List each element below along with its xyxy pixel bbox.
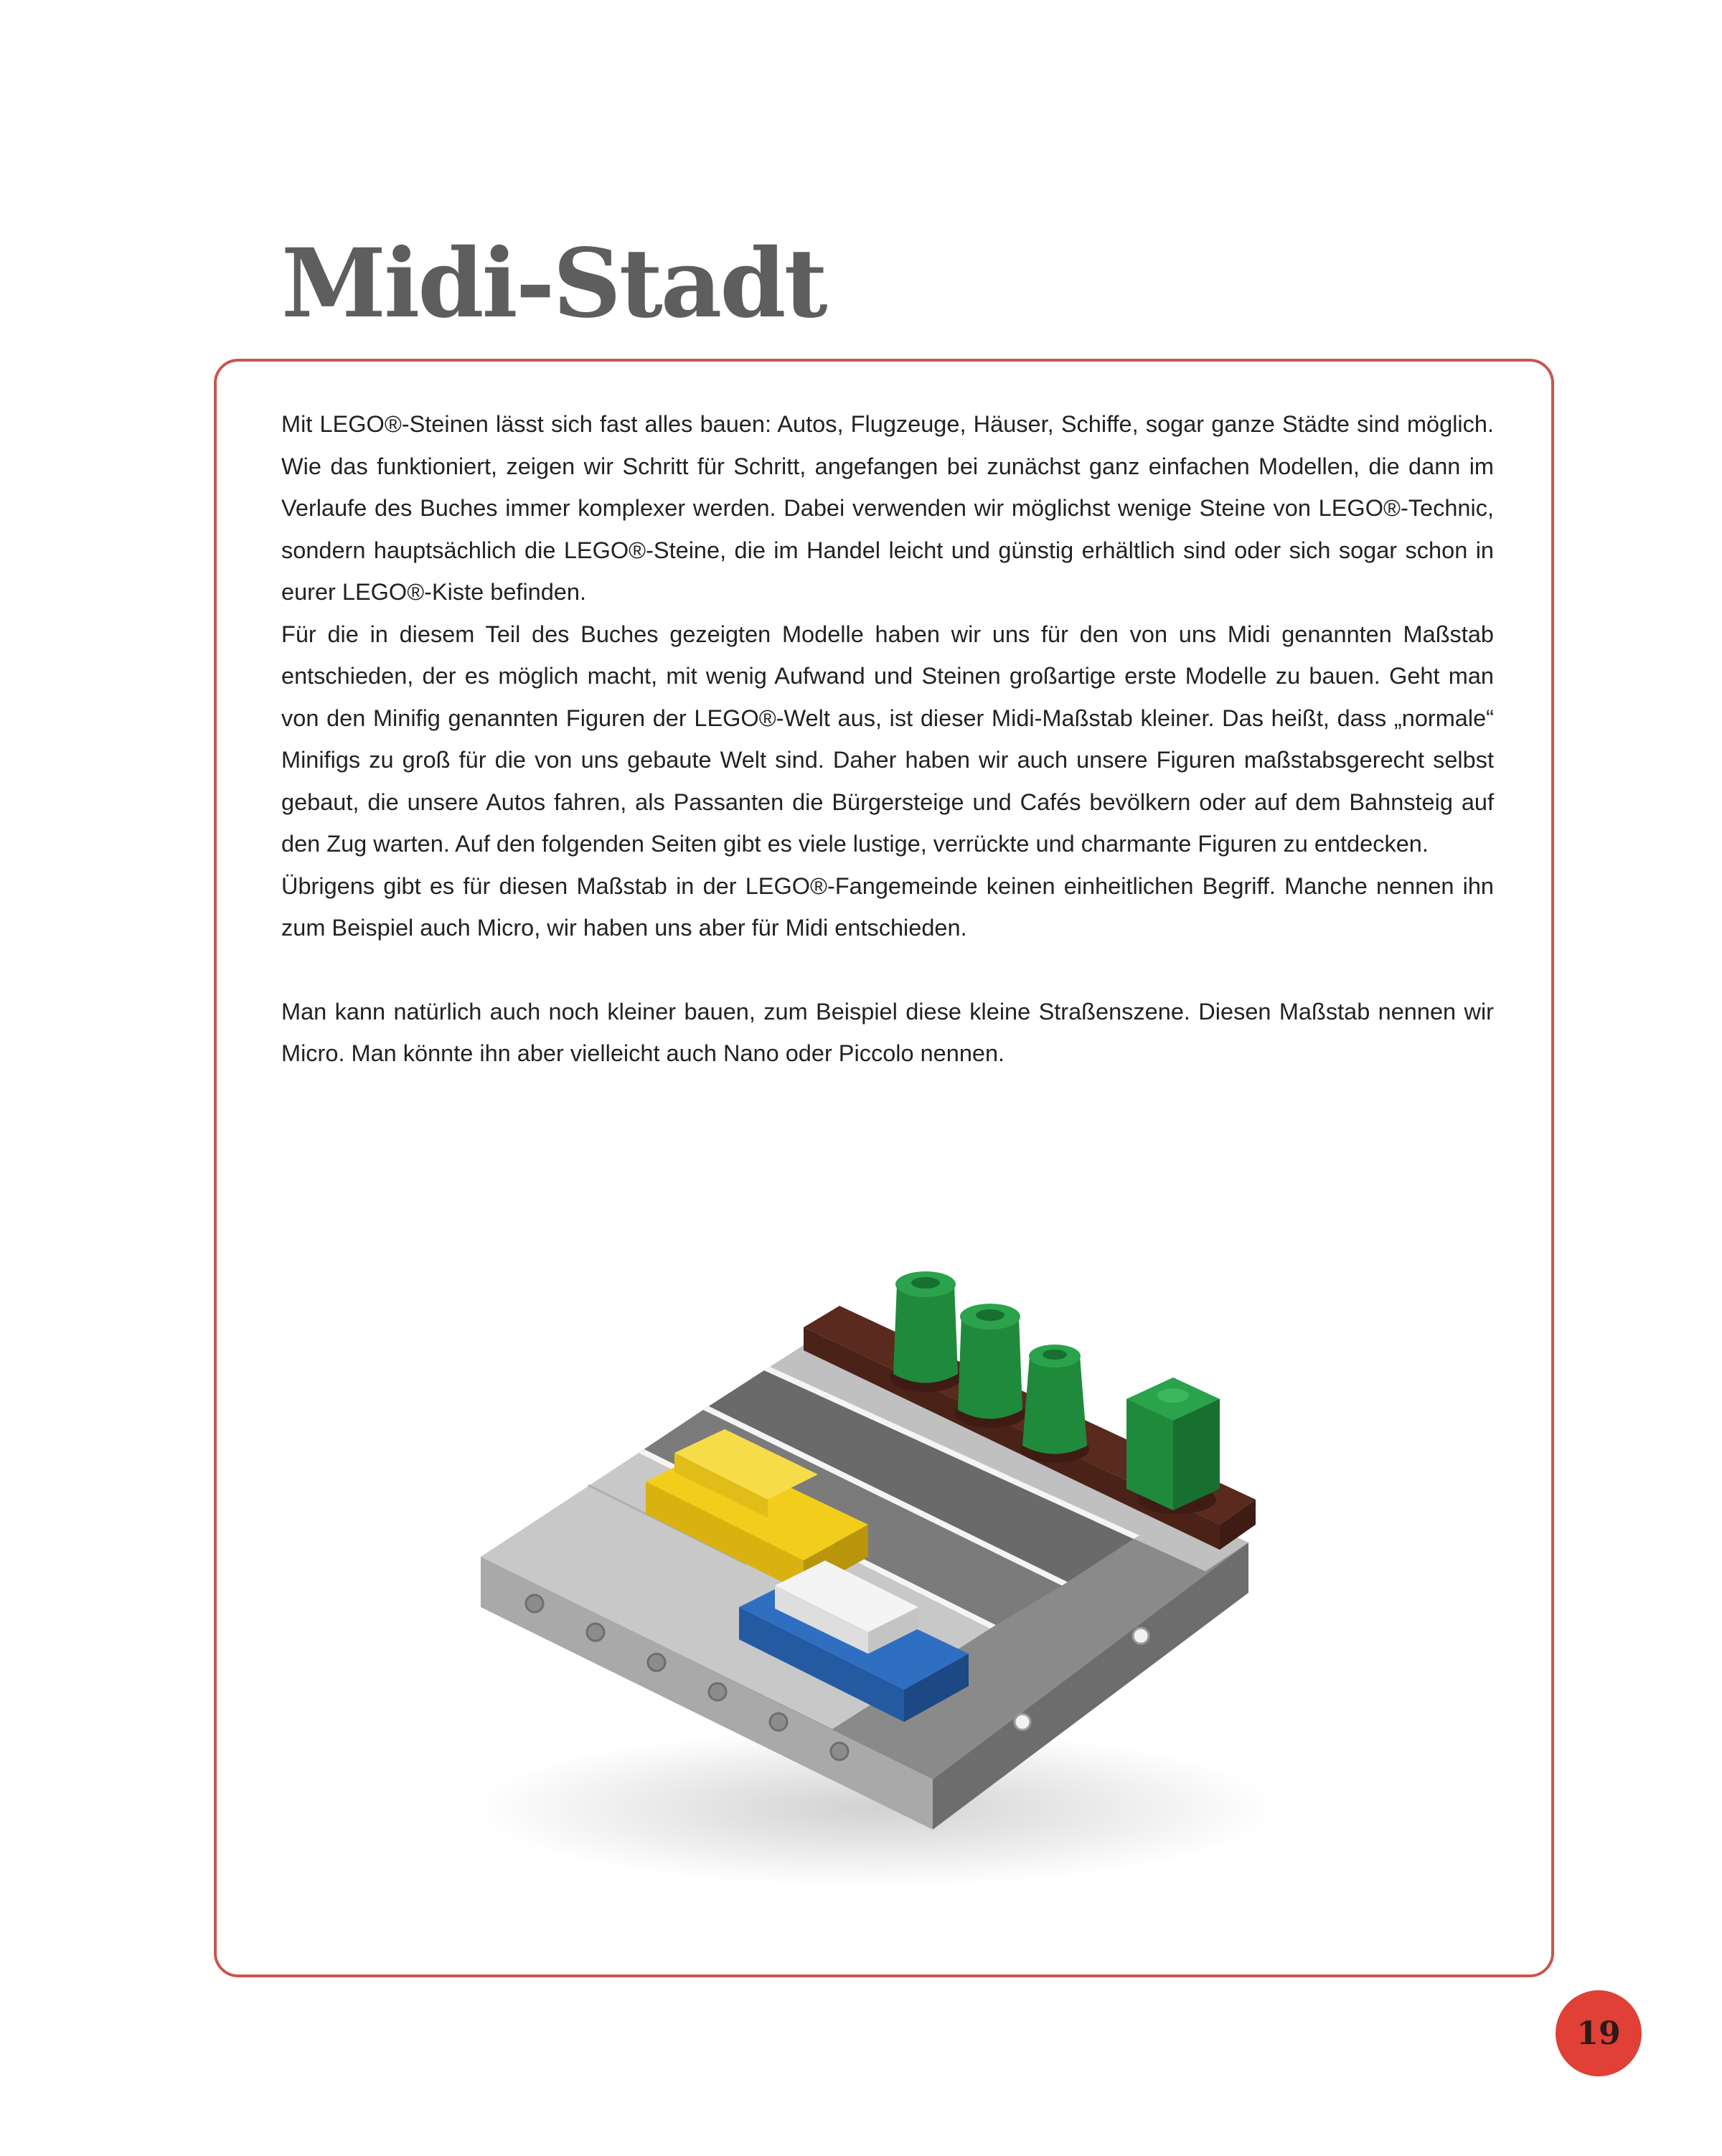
paragraph-terminology: Übrigens gibt es für diesen Maßstab in der LEGO®-Fangemeinde keinen einheitlichen Begriff. Manche nennen ihn zum Beispiel auch Micro, wir haben uns aber für Midi entschieden. xyxy=(281,872,1494,941)
paragraph-micro-scale: Man kann natürlich auch noch kleiner bauen, zum Beispiel diese kleine Straßenszene. Diesen Maßstab nennen wir Micro. Man könnte ihn aber vielleicht auch Nano oder Piccolo nennen. xyxy=(281,998,1494,1066)
tree-cone xyxy=(954,1304,1026,1428)
tree-cone xyxy=(1020,1345,1089,1463)
body-text xyxy=(281,403,1494,1075)
street-scene-photo xyxy=(373,1162,1378,1923)
paragraph-intro: Mit LEGO®-Steinen lässt sich fast alles bauen: Autos, Flugzeuge, Häuser, Schiffe, sogar ganze Städte sind möglich. Wie das funktioniert, zeigen wir Schritt für Schritt, angefangen bei zunächst ganz einfachen Modellen, die dann im Verlaufe des Buches immer komplexer werden. Dabei verwenden wir möglichst wenige Steine von LEGO®-Technic, sondern hauptsächlich die LEGO®-Steine, die im Handel leicht und günstig erhältlich sind oder sich sogar schon in eurer LEGO®-Kiste befinden. xyxy=(281,411,1494,605)
tree-cone xyxy=(890,1271,961,1392)
page-number-badge: 19 xyxy=(1556,1990,1642,2076)
page-title: Midi-Stadt xyxy=(281,228,826,339)
paragraph-midi-scale: Für die in diesem Teil des Buches gezeigten Modelle haben wir uns für den von uns Midi genannten Maßstab entschieden, der es möglich macht, mit wenig Aufwand und Steinen großartige erste Modelle zu bauen. Geht man von den Minifig genannten Figuren der LEGO®-Welt aus, ist dieser Midi-Maßstab kleiner. Das heißt, dass „normale“ Minifigs zu groß für die von uns gebaute Welt sind. Daher haben wir auch unsere Figuren maßstabsgerecht selbst gebaut, die unsere Autos fahren, als Passanten die Bürgersteige und Cafés bevölkern oder auf dem Bahnsteig auf den Zug warten. Auf den folgenden Seiten gibt es viele lustige, verrückte und charmante Figuren zu entdecken. xyxy=(281,621,1494,857)
tree-bush xyxy=(1126,1378,1220,1514)
